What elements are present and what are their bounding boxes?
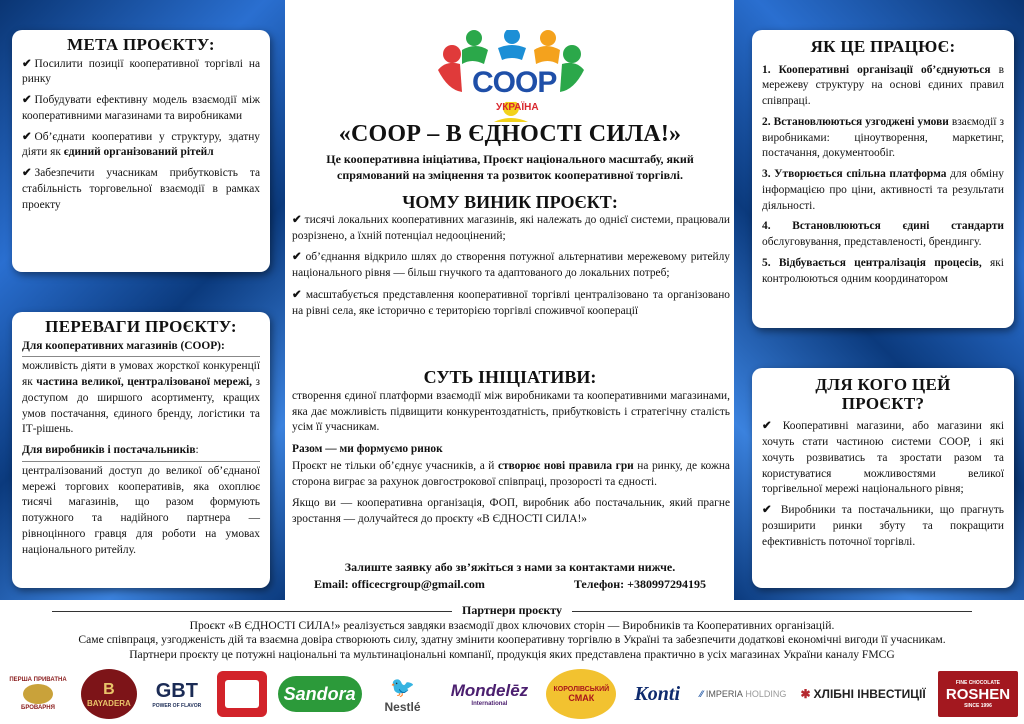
coop-logo <box>432 30 590 126</box>
how-step: 3. Утворюється спільна платформа для обміну інформацією про ціни, активності та результати діяльності. <box>762 168 1004 212</box>
coop-logo-text: COOP <box>472 66 557 99</box>
brewery-emblem-icon <box>23 684 53 704</box>
check-icon: ✔ <box>292 251 302 264</box>
box-icon <box>225 680 259 708</box>
goal-item: ✔ Побудувати ефективну модель взаємодії між кооперативними магазинами та виробниками <box>22 94 260 122</box>
logo-red-box <box>217 671 267 717</box>
together-heading: Разом — ми формуємо ринок <box>292 443 443 456</box>
check-icon: ✔ <box>22 167 32 180</box>
check-icon: ✔ <box>22 94 32 107</box>
partners-line: Партнери проєкту це потужні національні та мультинаціональні компанії, продукція яких представлена практично в усіх магазинах України каналу FMCG <box>129 647 895 661</box>
contact-block <box>292 560 728 592</box>
essence-block <box>292 389 730 534</box>
slogan: «СООР – В ЄДНОСТІ СИЛА!» <box>338 121 682 147</box>
why-title: ЧОМУ ВИНИК ПРОЄКТ: <box>402 192 618 212</box>
imperia-mark-icon: ⁄⁄ <box>699 689 703 699</box>
logo-konti: Konti <box>634 682 681 705</box>
logo-roshen: FINE CHOCOLATE ROSHEN SINCE 1996 <box>938 671 1018 717</box>
logo-khlibni-investytsii: ✱ ХЛІБНІ ІНВЕСТИЦІЇ <box>800 687 926 701</box>
how-title: ЯК ЦЕ ПРАЦЮЄ: <box>810 37 956 56</box>
partner-logos <box>6 668 1018 720</box>
check-icon: ✔ <box>762 504 772 517</box>
who-item: ✔ Кооперативні магазини, або магазини які хочуть стати частиною системи СООР, і які хочуть розвиватись та зростати разом та користуватися можливостями великої торгівельної мережі національного рівня; <box>762 420 1004 496</box>
benefits-prod-text: централізований доступ до великої об’єднаної мережі торгових кооперативів, яка охоплює тисячі магазинів, що разом формують потужного та надійного партнера — рівноцінного гравця для роботи на умовах національного ритейлу. <box>22 464 260 556</box>
benefits-coop-text: можливість діяти в умовах жорсткої конкуренції як частина великої, централізованої мережі, з доступом до ширшого асортименту, кращих умов постачання, єдиного бренду, логістики та ІТ-рішень. <box>22 360 260 436</box>
how-step: 2. Встановлюються узгоджені умови взаємодії з виробниками: ціноутворення, маркетинг, постачання, документообіг. <box>762 115 1004 160</box>
logo-bayadera: B BAYADERA <box>81 669 137 719</box>
goal-card <box>12 30 270 272</box>
essence-title: СУТЬ ІНІЦІАТИВИ: <box>423 367 597 387</box>
coop-logo-sub: УКРАЇНА <box>496 102 539 113</box>
join-text: Якщо ви — кооперативна організація, ФОП, виробник або постачальник, який прагне зростання — долучайтеся до проєкту «В ЄДНОСТІ СИЛА!» <box>292 497 730 526</box>
logo-nestle: 🐦 Nestlé <box>384 676 421 714</box>
why-list <box>292 213 730 325</box>
how-step: 1. Кооперативні організації об’єднуються в мережеву структуру на основі єдиних правил співпраці. <box>762 63 1004 108</box>
benefits-coop-heading: Для кооперативних магазинів (СООР): <box>22 339 260 358</box>
partners-title: Партнери проєкту <box>462 603 562 617</box>
check-icon: ✔ <box>292 288 302 301</box>
who-card <box>752 368 1014 588</box>
check-icon: ✔ <box>22 57 32 70</box>
who-title: ДЛЯ КОГО ЦЕЙ ПРОЄКТ? <box>815 375 951 413</box>
benefits-prod-heading: Для виробників і постачальників: <box>22 443 260 462</box>
nest-icon: 🐦 <box>390 676 415 699</box>
logo-mondelez: Mondelēz International <box>450 681 529 707</box>
check-icon: ✔ <box>762 420 772 433</box>
check-icon: ✔ <box>292 214 302 226</box>
email-link[interactable]: Email: officecrgroup@gmail.com <box>314 577 485 591</box>
benefits-title: ПЕРЕВАГИ ПРОЄКТУ: <box>45 317 237 336</box>
together-text: Проєкт не тільки об’єднує учасників, а й створює нові правила гри на ринку, де кожна сторона виграє за рахунок довгострокової співпраці, прозорості та єдності. <box>292 459 730 488</box>
partners-line: Проєкт «В ЄДНОСТІ СИЛА!» реалізується завдяки взаємодії двох ключових сторін — Виробників та Кооперативних організацій. <box>189 619 835 632</box>
how-step: 5. Відбувається централізація процесів, які контролюються одним координатором <box>762 256 1004 285</box>
logo-imperia-holding: ⁄⁄ IMPERIA HOLDING <box>699 689 787 699</box>
partners-text <box>40 619 984 662</box>
cta-text: Залиште заявку або зв’яжіться з нами за контактами нижче. <box>344 560 676 574</box>
phone-link[interactable]: Телефон: +380997294195 <box>573 577 706 591</box>
logo-sandora: Sandora <box>278 676 362 712</box>
logo-gbt: GBT POWER OF FLAVOR <box>152 679 202 709</box>
goal-item: ✔ Забезпечити учасникам прибутковість та стабільність торговельної взаємодії в рамках проекту <box>22 167 260 211</box>
benefits-card <box>12 312 270 588</box>
check-icon: ✔ <box>22 130 32 143</box>
intro-text: Це кооперативна ініціатива, Проєкт національного масштабу, який спрямований на зміцнення та розвиток кооперативної торгівлі. <box>326 152 694 183</box>
goal-item: ✔ Об’єднати кооперативи у структуру, здатну діяти як єдиний організований рітейл <box>22 130 260 159</box>
why-item: ✔ масштабується представлення кооперативної торгівлі централізовано та організовано на рівні села, яке історично є територією торгівлі споживчої кооперації <box>292 288 730 317</box>
essence-text: створення єдиної платформи взаємодії між виробниками та кооперативними магазинами, яка дає можливість підвищити конкурентоздатність, прибутковість і стратегічну сталість усім її учасникам. <box>292 390 730 434</box>
why-item: ✔ об’єднання відкрило шлях до створення потужної альтернативи мережевому ритейлу національного рівня — більш гнучкого та адаптованого до локальних потреб; <box>292 251 730 280</box>
how-step: 4. Встановлюються єдині стандарти обслуговування, представленості, брендингу. <box>762 220 1004 249</box>
logo-pershaprivatna: ПЕРША ПРИВАТНА БРОВАРНЯ <box>9 677 67 711</box>
wheat-icon: ✱ <box>800 687 811 701</box>
who-item: ✔ Виробники та постачальники, що прагнуть розширити ринки збуту та покращити ефективність поточної торгівлі. <box>762 504 1004 548</box>
why-item: ✔ тисячі локальних кооперативних магазинів, які належать до однієї системи, працювали розрізнено, а їхній потенціал недооцінений; <box>292 214 730 242</box>
goal-title: МЕТА ПРОЄКТУ: <box>67 35 215 54</box>
goal-item: ✔ Посилити позиції кооперативної торгівлі на ринку <box>22 57 260 86</box>
how-card <box>752 30 1014 328</box>
logo-korolivskyi-smak: КОРОЛІВСЬКИЙ СМАК <box>546 669 616 719</box>
partners-line: Саме співпраця, узгодженість дій та взаємна довіра створюють силу, здатну змінити кооперативну торгівлю в Україні та забезпечити додаткові економічні вигоди її учасникам. <box>78 633 946 647</box>
